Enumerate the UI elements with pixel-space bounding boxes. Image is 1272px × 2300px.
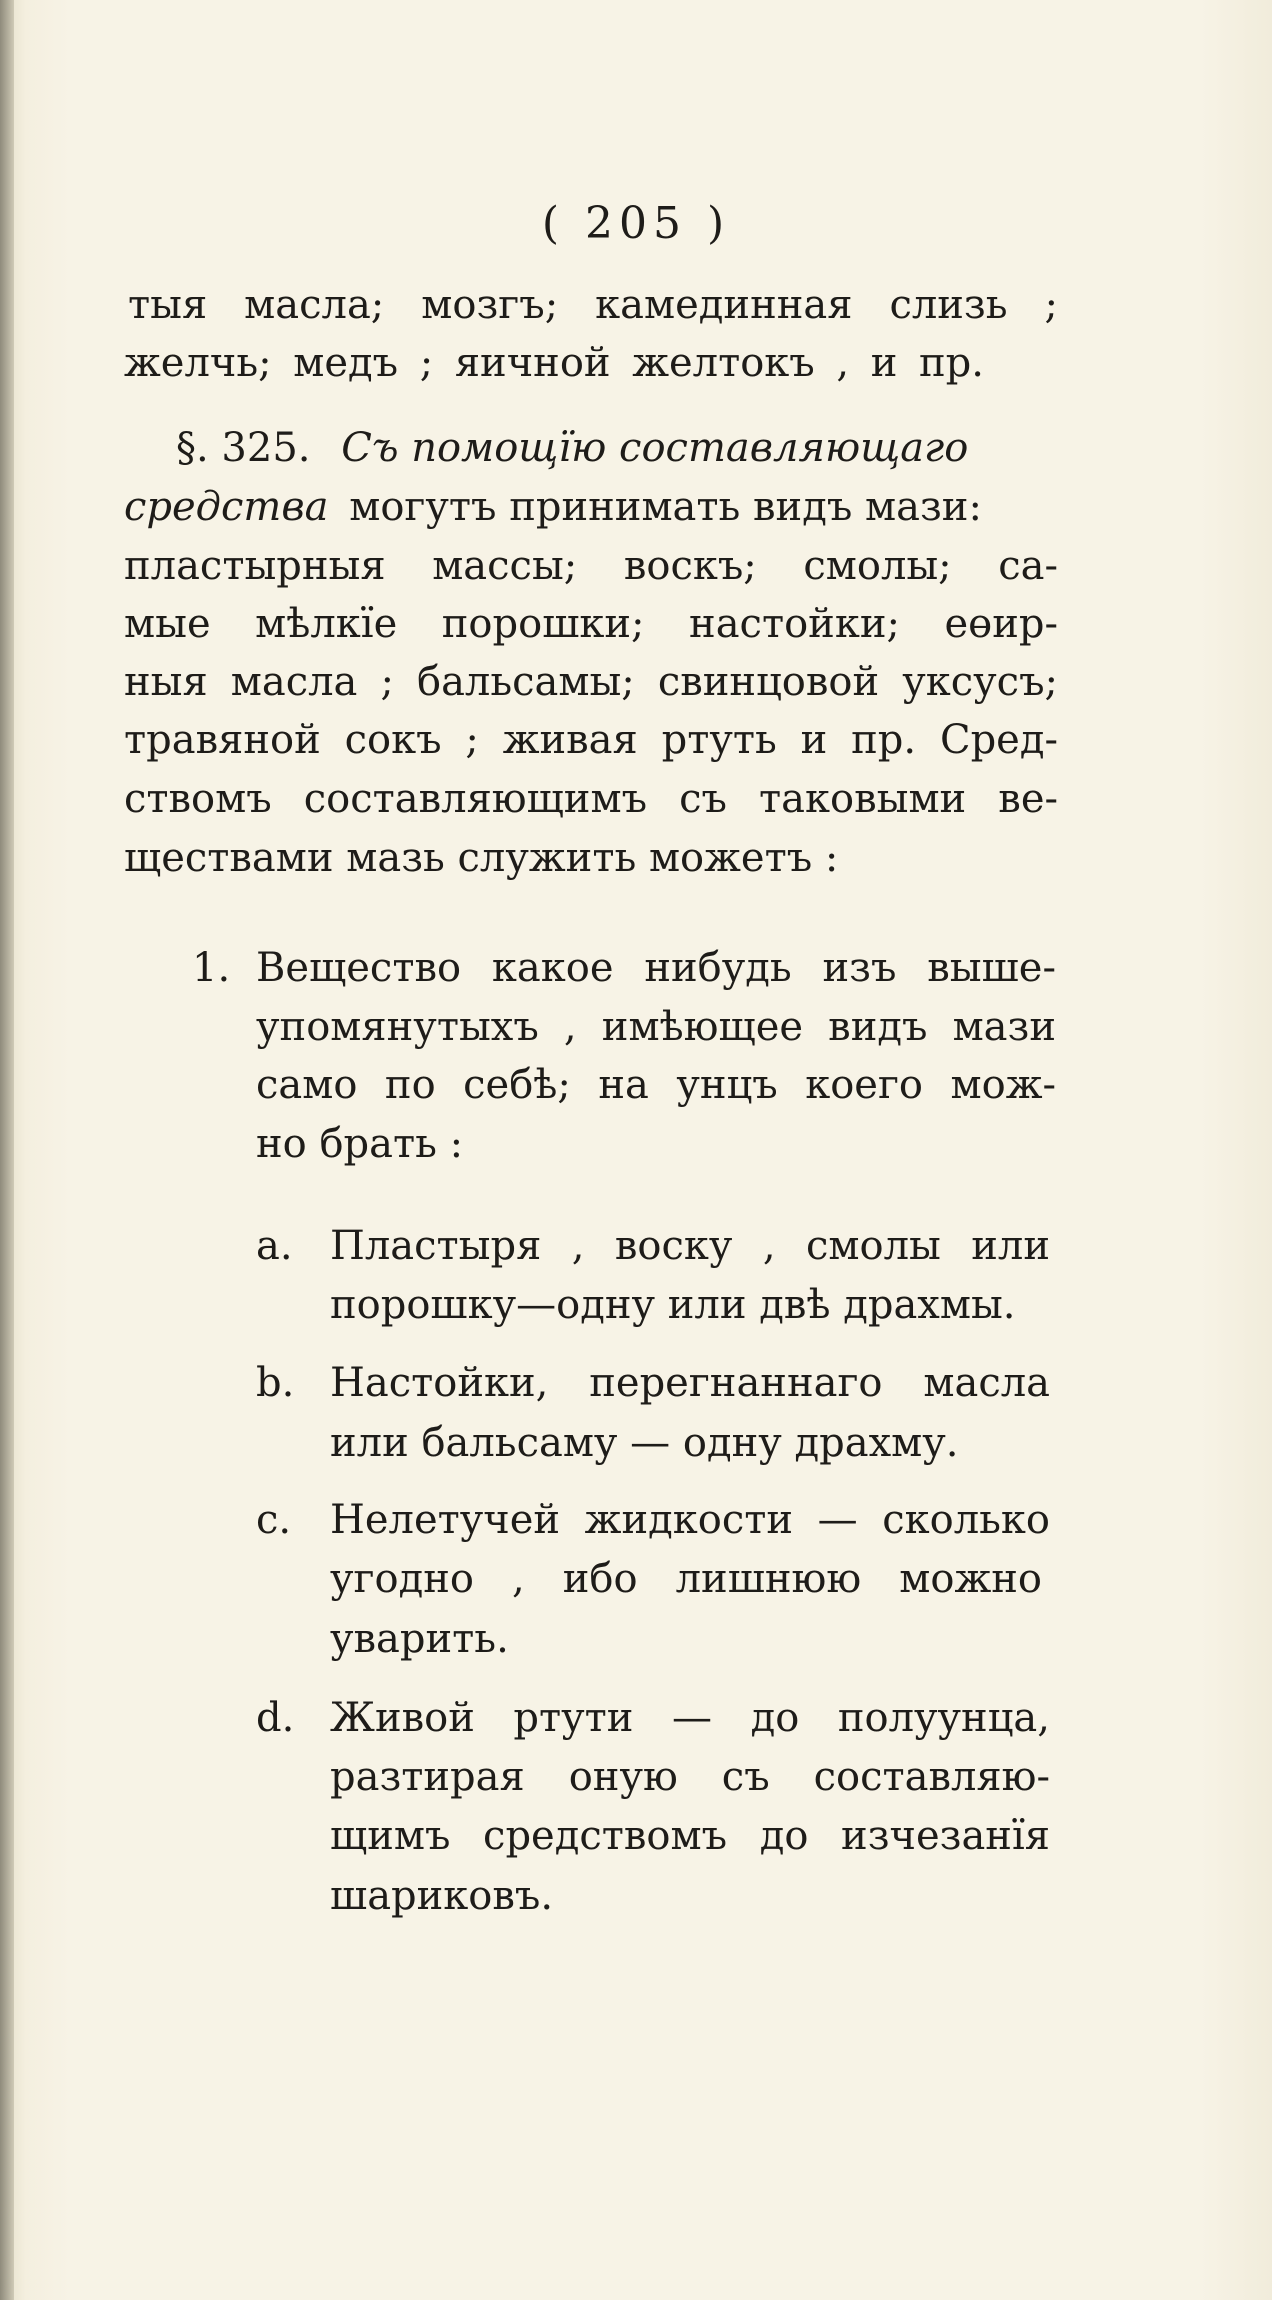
sub-list-line: разтирая оную съ составляю-: [330, 1757, 1050, 1800]
sub-list-line: шариковъ.: [330, 1873, 554, 1919]
list-marker: 1.: [192, 945, 231, 991]
italic-word: средства: [124, 484, 329, 530]
list-item-line: но брать :: [256, 1121, 464, 1167]
text-line: ныя масла ; бальсамы; свинцовой уксусъ;: [124, 662, 1058, 705]
page-number: ( 205 ): [541, 198, 731, 249]
text-line: травяной сокъ ; живая ртуть и пр. Сред-: [124, 720, 1058, 763]
list-item-line: само по себѣ; на унцъ коего мож-: [256, 1065, 1056, 1108]
sub-list-marker: b.: [256, 1360, 295, 1406]
sub-list-marker: c.: [256, 1497, 292, 1543]
section-number: §. 325.: [176, 425, 311, 471]
sub-list-line: или бальсаму — одну драхму.: [330, 1420, 959, 1466]
text-line: ществами мазь служить можетъ :: [124, 835, 839, 881]
sub-list-line: Живой ртути — до полуунца,: [330, 1698, 1050, 1741]
text-line: желчь; медъ ; яичной желтокъ , и пр.: [124, 343, 984, 386]
list-item-line: упомянутыхъ , имѣющее видъ мази: [256, 1007, 1056, 1050]
sub-list-line: Настойки, перегнаннаго масла: [330, 1363, 1050, 1406]
sub-list-line: щимъ средствомъ до изчезанїя: [330, 1816, 1050, 1859]
sub-list-line: Нелетучей жидкости — сколько: [330, 1500, 1050, 1543]
sub-list-line: угодно , ибо лишнюю можно: [330, 1559, 1042, 1602]
list-item-line: Вещество какое нибудь изъ выше-: [256, 948, 1056, 991]
sub-list-marker: a.: [256, 1223, 293, 1269]
book-binding-edge: [0, 0, 14, 2300]
italic-phrase: Съ помощїю составляющаго: [341, 425, 969, 471]
text-line: пластырныя массы; воскъ; смолы; са-: [124, 546, 1058, 589]
sub-list-marker: d.: [256, 1695, 295, 1741]
text-line: ствомъ составляющимъ съ таковыми ве-: [124, 779, 1058, 822]
paragraph-first-line: [176, 425, 1056, 471]
sub-list-line: порошку—одну или двѣ драхмы.: [330, 1282, 1016, 1328]
sub-list-line: Пластыря , воску , смолы или: [330, 1226, 1050, 1269]
sub-list-line: уварить.: [330, 1616, 509, 1662]
paragraph-second-line: [124, 484, 1058, 530]
text-line: тыя масла; мозгъ; камединная слизь ;: [128, 285, 1058, 328]
text-fragment: могутъ принимать видъ мази:: [349, 484, 982, 530]
text-line: мые мѣлкїе порошки; настойки; еөир-: [124, 604, 1058, 647]
